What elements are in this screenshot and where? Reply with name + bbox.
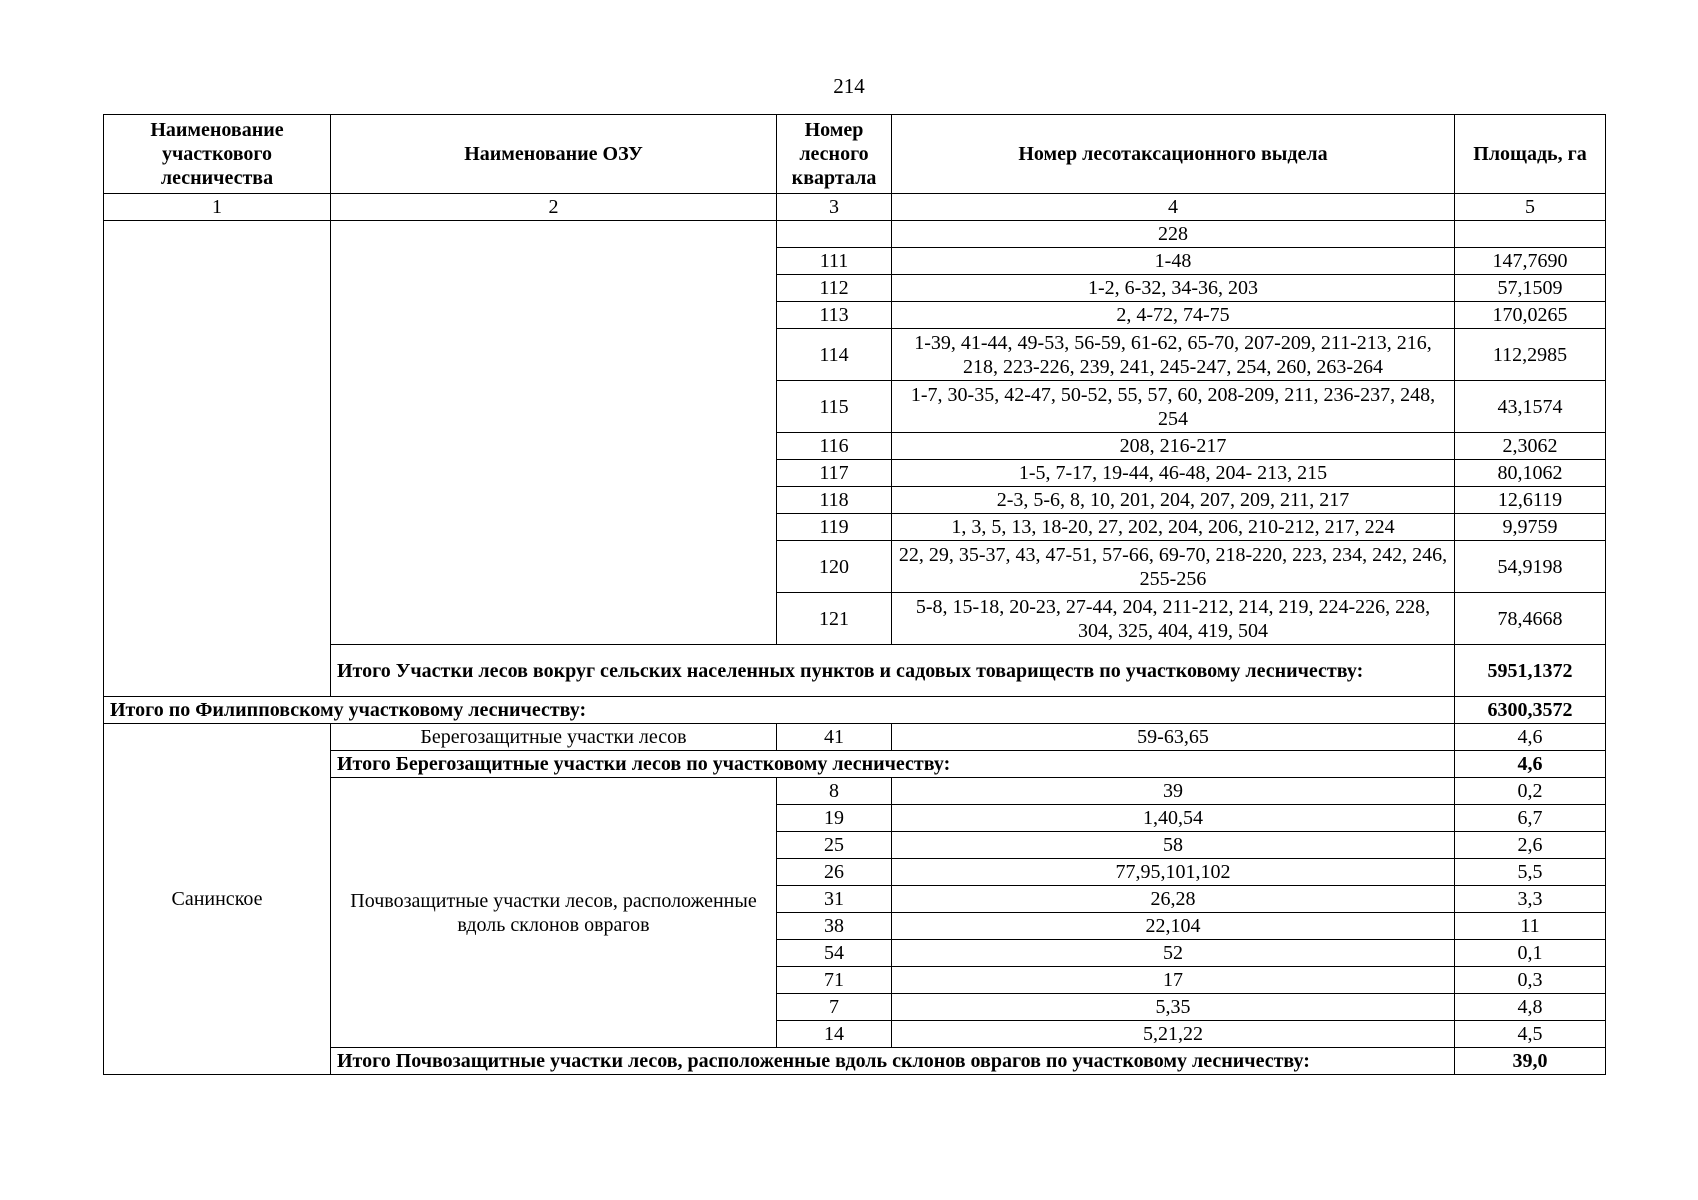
vydel-cell: 26,28 [892,886,1455,913]
kvartal-cell: 38 [777,913,892,940]
vydel-cell: 1-5, 7-17, 19-44, 46-48, 204- 213, 215 [892,460,1455,487]
kvartal-cell: 31 [777,886,892,913]
kvartal-cell: 118 [777,487,892,514]
vydel-cell: 77,95,101,102 [892,859,1455,886]
header-lesnichestvo: Наименование участкового лесничества [104,115,331,194]
column-number: 4 [892,194,1455,221]
header-kvartal: Номер лесного квартала [777,115,892,194]
area-cell: 112,2985 [1455,329,1606,381]
vydel-cell: 1-2, 6-32, 34-36, 203 [892,275,1455,302]
ozu-name: Почвозащитные участки лесов, расположенные вдоль склонов оврагов [331,778,777,1048]
kvartal-cell: 113 [777,302,892,329]
subtotal-value: 5951,1372 [1455,645,1606,697]
vydel-cell: 59-63,65 [892,724,1455,751]
forest-table [103,114,1606,1075]
area-cell: 78,4668 [1455,593,1606,645]
vydel-cell: 1,40,54 [892,805,1455,832]
area-cell: 54,9198 [1455,541,1606,593]
header-ozu: Наименование ОЗУ [331,115,777,194]
subtotal-label: Итого Почвозащитные участки лесов, расположенные вдоль склонов оврагов по участковому лесничеству: [331,1048,1455,1075]
area-cell: 11 [1455,913,1606,940]
area-cell: 2,6 [1455,832,1606,859]
kvartal-cell: 25 [777,832,892,859]
ozu-name: Берегозащитные участки лесов [331,724,777,751]
area-cell: 0,1 [1455,940,1606,967]
kvartal-cell: 41 [777,724,892,751]
kvartal-cell: 26 [777,859,892,886]
kvartal-cell: 119 [777,514,892,541]
lesnichestvo-total-value: 6300,3572 [1455,697,1606,724]
area-cell: 4,6 [1455,724,1606,751]
area-cell: 4,5 [1455,1021,1606,1048]
kvartal-cell: 19 [777,805,892,832]
lesnichestvo-total-label: Итого по Филипповскому участковому лесничеству: [104,697,1455,724]
area-cell: 170,0265 [1455,302,1606,329]
lesnichestvo-total-row [104,697,1606,724]
lesnichestvo-cell-empty [104,221,331,697]
column-number: 1 [104,194,331,221]
subtotal-label: Итого Берегозащитные участки лесов по участковому лесничеству: [331,751,1455,778]
subtotal-value: 4,6 [1455,751,1606,778]
page-number: 214 [833,74,865,98]
area-cell: 4,8 [1455,994,1606,1021]
vydel-cell: 1-39, 41-44, 49-53, 56-59, 61-62, 65-70, 207-209, 211-213, 216, 218, 223-226, 239, 241, 245-247, 254, 260, 263-264 [892,329,1455,381]
table-row [104,221,1606,248]
vydel-cell: 5-8, 15-18, 20-23, 27-44, 204, 211-212, 214, 219, 224-226, 228, 304, 325, 404, 419, 504 [892,593,1455,645]
column-number: 2 [331,194,777,221]
kvartal-cell: 8 [777,778,892,805]
kvartal-cell: 114 [777,329,892,381]
kvartal-cell: 54 [777,940,892,967]
area-cell: 57,1509 [1455,275,1606,302]
kvartal-cell: 14 [777,1021,892,1048]
kvartal-cell: 115 [777,381,892,433]
column-number-row [104,194,1606,221]
area-cell [1455,221,1606,248]
vydel-cell: 22, 29, 35-37, 43, 47-51, 57-66, 69-70, 218-220, 223, 234, 242, 246, 255-256 [892,541,1455,593]
vydel-cell: 52 [892,940,1455,967]
subtotal-value: 39,0 [1455,1048,1606,1075]
kvartal-cell: 120 [777,541,892,593]
header-row [104,115,1606,194]
kvartal-cell: 71 [777,967,892,994]
kvartal-cell: 116 [777,433,892,460]
vydel-cell: 1-48 [892,248,1455,275]
vydel-cell: 39 [892,778,1455,805]
vydel-cell: 58 [892,832,1455,859]
area-cell: 0,3 [1455,967,1606,994]
vydel-cell: 2-3, 5-6, 8, 10, 201, 204, 207, 209, 211, 217 [892,487,1455,514]
ozu-cell-empty [331,221,777,645]
vydel-cell: 5,21,22 [892,1021,1455,1048]
kvartal-cell: 111 [777,248,892,275]
kvartal-cell: 121 [777,593,892,645]
lesnichestvo-name: Санинское [104,724,331,1075]
area-cell: 80,1062 [1455,460,1606,487]
table-row [104,724,1606,751]
kvartal-cell [777,221,892,248]
vydel-cell: 1-7, 30-35, 42-47, 50-52, 55, 57, 60, 208-209, 211, 236-237, 248, 254 [892,381,1455,433]
area-cell: 5,5 [1455,859,1606,886]
kvartal-cell: 117 [777,460,892,487]
kvartal-cell: 112 [777,275,892,302]
area-cell: 12,6119 [1455,487,1606,514]
area-cell: 3,3 [1455,886,1606,913]
column-number: 3 [777,194,892,221]
area-cell: 0,2 [1455,778,1606,805]
area-cell: 2,3062 [1455,433,1606,460]
vydel-cell: 22,104 [892,913,1455,940]
subtotal-label: Итого Участки лесов вокруг сельских населенных пунктов и садовых товариществ по участковому лесничеству: [331,645,1455,697]
vydel-cell: 17 [892,967,1455,994]
area-cell: 9,9759 [1455,514,1606,541]
area-cell: 6,7 [1455,805,1606,832]
area-cell: 43,1574 [1455,381,1606,433]
vydel-cell: 208, 216-217 [892,433,1455,460]
vydel-cell: 1, 3, 5, 13, 18-20, 27, 202, 204, 206, 210-212, 217, 224 [892,514,1455,541]
header-area: Площадь, га [1455,115,1606,194]
area-cell: 147,7690 [1455,248,1606,275]
vydel-cell: 2, 4-72, 74-75 [892,302,1455,329]
vydel-cell: 5,35 [892,994,1455,1021]
column-number: 5 [1455,194,1606,221]
header-vydel: Номер лесотаксационного выдела [892,115,1455,194]
vydel-cell: 228 [892,221,1455,248]
kvartal-cell: 7 [777,994,892,1021]
